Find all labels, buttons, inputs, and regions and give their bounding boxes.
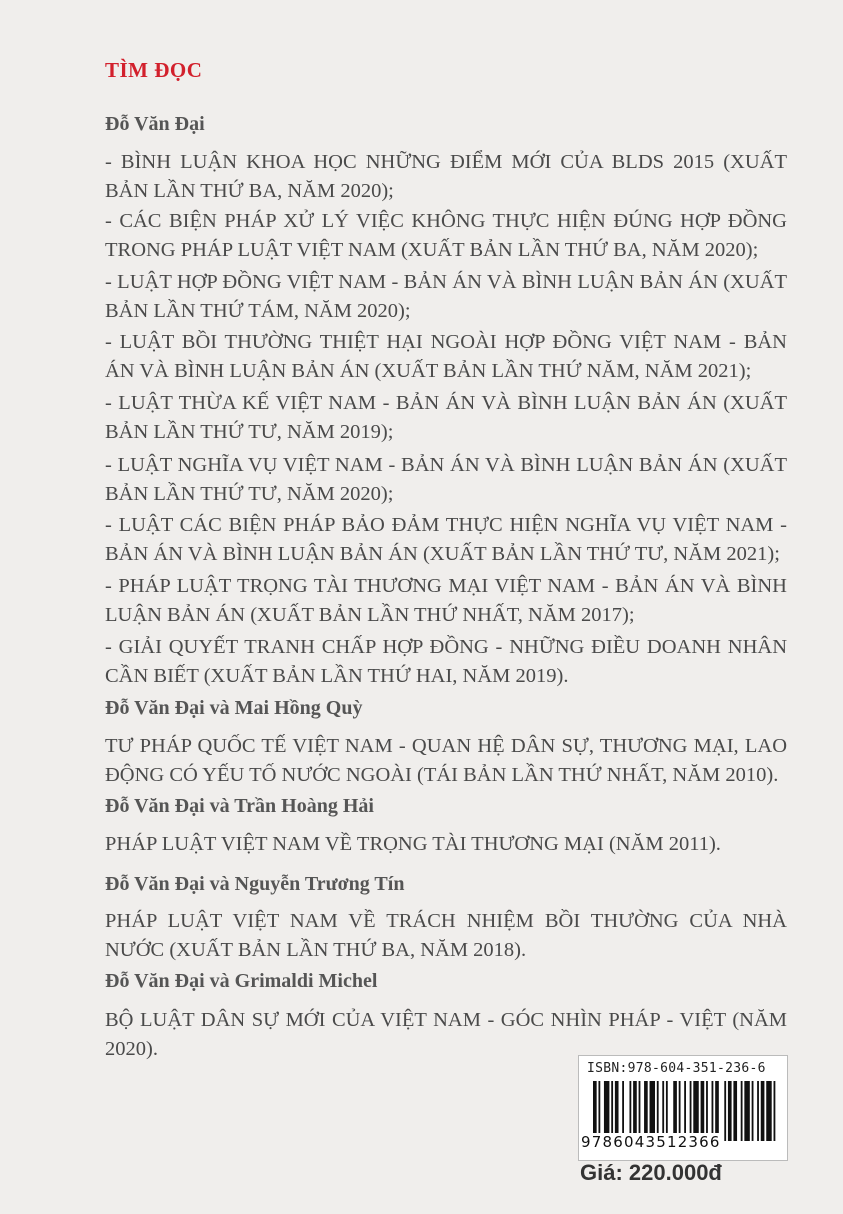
barcode-digits [581,1133,785,1151]
author-name: Đỗ Văn Đại và Trần Hoàng Hải [105,795,374,817]
barcode-bar [724,1081,726,1141]
barcode-bar [633,1081,637,1141]
author-name: Đỗ Văn Đại và Mai Hồng Quỳ [105,697,363,719]
book-entry: - GIẢI QUYẾT TRANH CHẤP HỢP ĐỒNG - NHỮNG ĐIỀU DOANH NHÂN CẦN BIẾT (XUẤT BẢN LẦN THỨ HAI, NĂM 2019). [105,636,787,687]
barcode-bar [615,1081,619,1141]
book-entry: PHÁP LUẬT VIỆT NAM VỀ TRỌNG TÀI THƯƠNG MẠI (NĂM 2011). [105,833,721,855]
barcode-digits-text: 9786043512366 [581,1133,721,1151]
barcode-bar [693,1081,698,1141]
book-entry: TƯ PHÁP QUỐC TẾ VIỆT NAM - QUAN HỆ DÂN SỰ, THƯƠNG MẠI, LAO ĐỘNG CÓ YẾU TỐ NƯỚC NGOÀI (TÁI BẢN LẦN THỨ NHẤT, NĂM 2010). [105,735,787,786]
barcode-bar [715,1081,719,1141]
barcode-bar [662,1081,664,1141]
barcode-bar [774,1081,776,1141]
book-entry: - LUẬT NGHĨA VỤ VIỆT NAM - BẢN ÁN VÀ BÌNH LUẬN BẢN ÁN (XUẤT BẢN LẦN THỨ TƯ, NĂM 2020); [105,454,787,505]
barcode-bar [673,1081,677,1141]
barcode-bar [593,1081,597,1141]
barcode-bar [622,1081,624,1141]
author-name: Đỗ Văn Đại và Nguyễn Trương Tín [105,873,405,895]
barcode-bar [639,1081,641,1141]
barcode-bar [604,1081,609,1141]
author-name: Đỗ Văn Đại và Grimaldi Michel [105,970,378,992]
barcode-bar [679,1081,681,1141]
author-name: Đỗ Văn Đại [105,113,205,135]
book-entry: - LUẬT HỢP ĐỒNG VIỆT NAM - BẢN ÁN VÀ BÌNH LUẬN BẢN ÁN (XUẤT BẢN LẦN THỨ TÁM, NĂM 2020); [105,271,787,322]
book-entry: - BÌNH LUẬN KHOA HỌC NHỮNG ĐIỂM MỚI CỦA BLDS 2015 (XUẤT BẢN LẦN THỨ BA, NĂM 2020); [105,151,787,202]
barcode-bar [666,1081,668,1141]
barcode-bar [728,1081,732,1141]
barcode-bar [598,1081,600,1141]
isbn-label: ISBN:978-604-351-236-6 [587,1061,766,1076]
barcode-bar [744,1081,749,1141]
book-entry: PHÁP LUẬT VIỆT NAM VỀ TRÁCH NHIỆM BỒI THƯỜNG CỦA NHÀ NƯỚC (XUẤT BẢN LẦN THỨ BA, NĂM 2018). [105,910,787,961]
barcode-bar [741,1081,743,1141]
book-entry: BỘ LUẬT DÂN SỰ MỚI CỦA VIỆT NAM - GÓC NHÌN PHÁP - VIỆT (NĂM 2020). [105,1009,787,1060]
barcode-bar [733,1081,737,1141]
book-entry: - LUẬT THỪA KẾ VIỆT NAM - BẢN ÁN VÀ BÌNH LUẬN BẢN ÁN (XUẤT BẢN LẦN THỨ TƯ, NĂM 2019); [105,392,787,443]
barcode-bar [706,1081,708,1141]
book-entry: - LUẬT BỒI THƯỜNG THIỆT HẠI NGOÀI HỢP ĐỒNG VIỆT NAM - BẢN ÁN VÀ BÌNH LUẬN BẢN ÁN (XUẤT BẢN LẦN THỨ NĂM, NĂM 2021); [105,331,787,382]
book-entry: - PHÁP LUẬT TRỌNG TÀI THƯƠNG MẠI VIỆT NAM - BẢN ÁN VÀ BÌNH LUẬN BẢN ÁN (XUẤT BẢN LẦN THỨ NHẤT, NĂM 2017); [105,575,787,626]
barcode-bar [650,1081,655,1141]
isbn-barcode-box [578,1055,788,1161]
barcode-icon [593,1081,779,1141]
section-heading: TÌM ĐỌC [105,58,203,82]
barcode-bar [761,1081,765,1141]
barcode-bar [657,1081,659,1141]
book-entry: - CÁC BIỆN PHÁP XỬ LÝ VIỆC KHÔNG THỰC HIỆN ĐÚNG HỢP ĐỒNG TRONG PHÁP LUẬT VIỆT NAM (XUẤT BẢN LẦN THỨ BA, NĂM 2020); [105,210,787,261]
price-label: Giá: 220.000đ [580,1160,722,1185]
barcode-bar [752,1081,754,1141]
barcode-bar [684,1081,686,1141]
barcode-bar [766,1081,771,1141]
barcode-bar [629,1081,631,1141]
barcode-bar [690,1081,692,1141]
barcode-bar [644,1081,648,1141]
barcode-bar [701,1081,705,1141]
book-entry: - LUẬT CÁC BIỆN PHÁP BẢO ĐẢM THỰC HIỆN NGHĨA VỤ VIỆT NAM - BẢN ÁN VÀ BÌNH LUẬN BẢN ÁN (XUẤT BẢN LẦN THỨ TƯ, NĂM 2021); [105,514,787,565]
barcode-bar [611,1081,613,1141]
barcode-bar [757,1081,759,1141]
barcode-bar [712,1081,714,1141]
